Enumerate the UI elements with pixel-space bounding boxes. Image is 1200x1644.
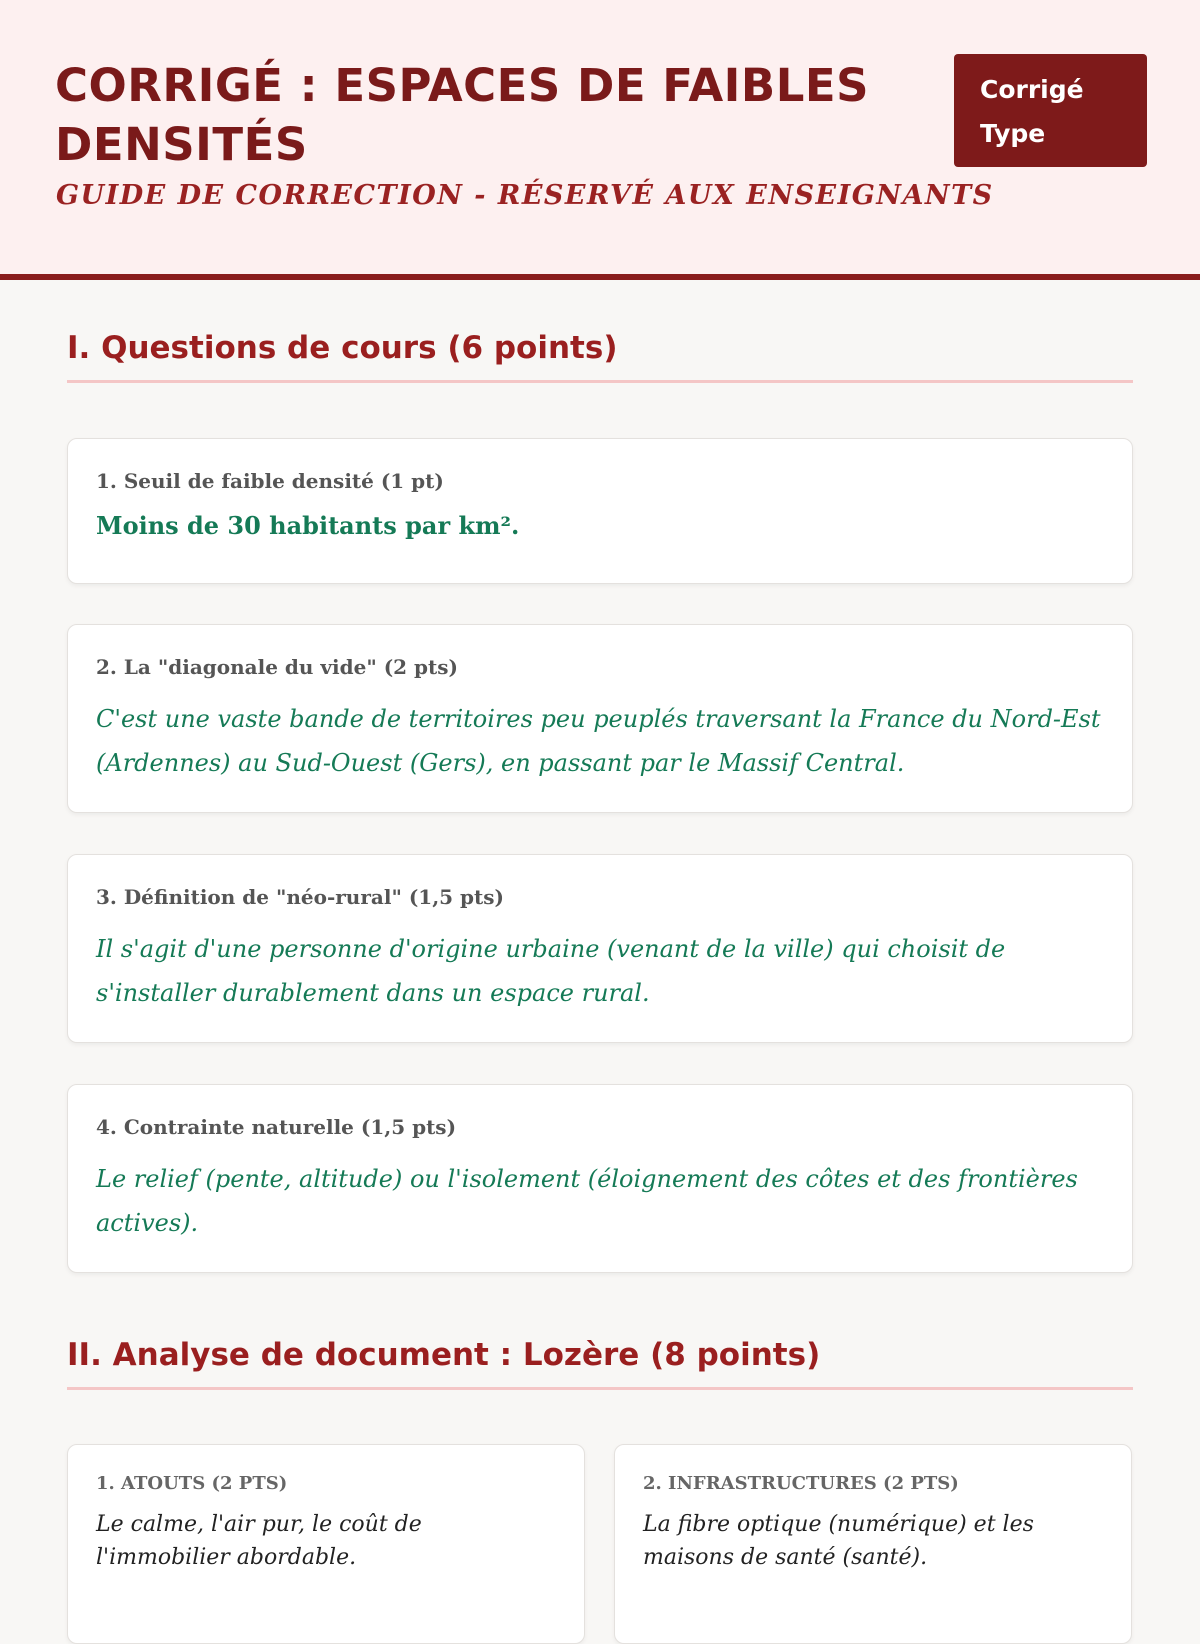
- analysis-card-1: [67, 1444, 585, 1644]
- question-1-answer: Moins de 30 habitants par km².: [96, 511, 520, 540]
- question-2-label: 2. La "diagonale du vide" (2 pts): [96, 655, 458, 679]
- question-card-3: [67, 854, 1133, 1043]
- question-4-label: 4. Contrainte naturelle (1,5 pts): [96, 1115, 457, 1139]
- question-1-label: 1. Seuil de faible densité (1 pt): [96, 469, 444, 493]
- page-title: CORRIGÉ : ESPACES DE FAIBLES DENSITÉS: [55, 59, 870, 171]
- badge-line-2: Type: [980, 119, 1046, 148]
- question-3-label: 3. Définition de "néo-rural" (1,5 pts): [96, 885, 504, 909]
- analysis-1-label: 1. ATOUTS (2 PTS): [96, 1473, 288, 1494]
- section-2-title: II. Analyse de document : Lozère (8 points): [67, 1337, 1133, 1390]
- page-header: [0, 0, 1200, 280]
- analysis-2-label: 2. INFRASTRUCTURES (2 PTS): [643, 1473, 959, 1494]
- analysis-2-answer: La fibre optique (numérique) et les maisons de santé (santé).: [643, 1512, 1034, 1570]
- analysis-1-answer: Le calme, l'air pur, le coût de l'immobilier abordable.: [96, 1512, 422, 1570]
- question-card-1: [67, 438, 1133, 584]
- corrige-type-badge: [954, 54, 1147, 167]
- question-card-4: [67, 1084, 1133, 1273]
- question-3-answer: Il s'agit d'une personne d'origine urbaine (venant de la ville) qui choisit de s'installer durablement dans un espace rural.: [96, 935, 1006, 1007]
- section-1-title: I. Questions de cours (6 points): [67, 330, 1133, 383]
- analysis-card-2: [614, 1444, 1132, 1644]
- badge-line-1: Corrigé: [980, 75, 1084, 104]
- question-card-2: [67, 624, 1133, 813]
- question-2-answer: C'est une vaste bande de territoires peu peuplés traversant la France du Nord-Est (Ardennes) au Sud-Ouest (Gers), en passant par le Massif Central.: [96, 705, 1101, 777]
- question-4-answer: Le relief (pente, altitude) ou l'isolement (éloignement des côtes et des frontières actives).: [96, 1165, 1078, 1237]
- page-subtitle: GUIDE DE CORRECTION - RÉSERVÉ AUX ENSEIGNANTS: [56, 180, 994, 211]
